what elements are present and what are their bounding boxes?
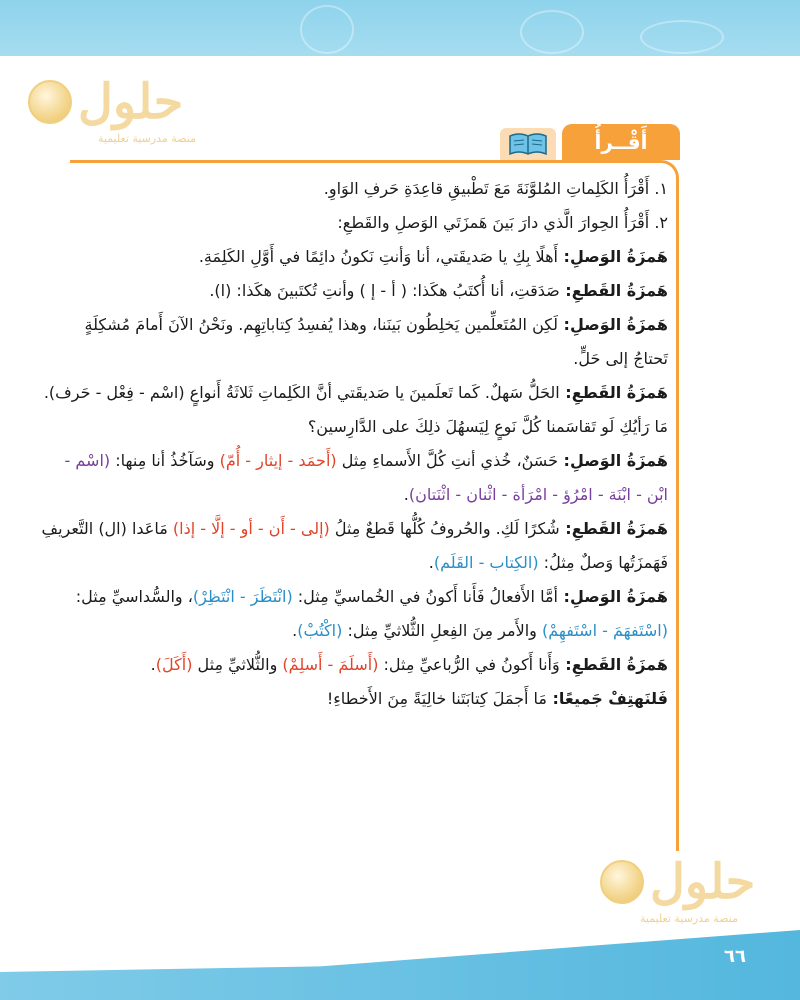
text-segment: .	[428, 553, 434, 572]
text-segment: والأَمر مِنَ الفِعلِ الثُّلاثيِّ مِثل:	[342, 621, 542, 640]
text-segment: لَكِن المُتَعلِّمين يَخلِطُون بَينَنا، وهذا يُفسِدُ كِتاباتِهِم. ونَحْنُ الآنَ أَمامَ مُشكِلَةٍ	[84, 315, 558, 334]
speaker-label: هَمزَةُ الوَصلِ:	[557, 451, 668, 470]
text-segment: مَا رَأيُكِ لَو تَقاسَمنا كُلَّ نَوعٍ لِيَسهُلَ ذلِكَ على الدَّارِسين؟	[307, 417, 668, 436]
text-line	[92, 614, 668, 648]
text-segment: الحَلُّ سَهلٌ. كَما تَعلَمينَ يا صَديقَتي أنَّ الكَلِماتِ ثَلاثَةُ أَنواعٍ (اسْم - فِعْل - حَرف).	[43, 383, 560, 402]
speaker-label: فَلنَهتِفْ جَميعًا:	[546, 689, 668, 708]
text-segment: وَأَنا أَكونُ في الرُّباعيِّ مِثل:	[378, 655, 560, 674]
text-line	[92, 410, 668, 444]
text-segment: فَهَمزَتُها وَصلٌ مِثلُ:	[538, 553, 668, 572]
text-segment: ، والسُّداسيِّ مِثل:	[75, 587, 193, 606]
text-line	[92, 648, 668, 682]
highlighted-word: ابْن - ابْنَة - امْرُؤ - امْرَأة - اثْنان - اثْنَتان)	[408, 485, 668, 504]
text-segment: ١. أَقْرَأُ الكَلِماتِ المُلوَّنَةَ مَعَ تَطْبيقِ قاعِدَةِ حَرفِ الوَاوِ.	[323, 179, 668, 198]
highlighted-word: (اكْتُبْ)	[297, 621, 343, 640]
text-line	[92, 274, 668, 308]
watermark-brand: حلول	[78, 74, 184, 130]
highlighted-word: (أَحمَد - إيثار - أُمّ)	[219, 451, 337, 470]
speaker-label: هَمزَةُ القَطعِ:	[559, 383, 668, 402]
text-line	[92, 206, 668, 240]
speaker-label: هَمزَةُ الوَصلِ:	[557, 315, 668, 334]
highlighted-word: (أَكَلَ)	[155, 655, 193, 674]
text-segment: .	[150, 655, 156, 674]
highlighted-word: (الكِتاب - القَلَم)	[433, 553, 539, 572]
text-segment: تَحتاجُ إلى حَلٍّ.	[573, 349, 668, 368]
text-segment: والثُّلاثيِّ مِثل	[192, 655, 283, 674]
highlighted-word: (انْتَظَرَ - انْتَظِرْ)	[192, 587, 293, 606]
watermark-coin-icon	[600, 860, 644, 904]
band-doodle	[640, 20, 724, 54]
highlighted-word: (إلى - أَن - أو - إلَّا - إذا)	[172, 519, 330, 538]
page-number: ٦٦	[724, 946, 746, 967]
text-line	[92, 240, 668, 274]
speaker-label: هَمزَةُ القَطعِ:	[559, 519, 668, 538]
text-segment: صَدَقتِ، أنا أُكتَبُ هكَذا: ( أ - إ ) وأنتِ تُكتَبينَ هكَذا: (ا).	[209, 281, 560, 300]
section-header	[470, 124, 680, 160]
watermark-top	[28, 74, 196, 145]
section-title: أَقْــرأُ	[562, 124, 680, 160]
book-icon	[500, 128, 556, 160]
text-line	[92, 682, 668, 716]
text-segment: حَسَنٌ، خُذي أنتِ كُلَّ الأَسماءِ مِثل	[336, 451, 558, 470]
watermark-coin-icon	[28, 80, 72, 124]
text-line	[43, 376, 668, 410]
text-segment: أَهلًا بِكِ يا صَديقَتي، أنا وَأنتِ نَكونُ دائِمًا في أَوَّلِ الكَلِمَةِ.	[198, 247, 558, 266]
speaker-label: هَمزَةُ الوَصلِ:	[557, 247, 668, 266]
watermark-bottom	[600, 854, 756, 925]
text-segment: ٢. أَقْرَأُ الحِوارَ الَّذي دارَ بَينَ هَمزَتَي الوَصلِ والقَطعِ:	[337, 213, 668, 232]
highlighted-word: (اسْم -	[64, 451, 111, 470]
speaker-label: هَمزَةُ الوَصلِ:	[557, 587, 668, 606]
text-line	[75, 580, 668, 614]
text-line	[84, 308, 668, 342]
text-segment: مَا أَجمَلَ كِتابَتَنا خالِيَةً مِنَ الأَخطاءِ!	[326, 689, 547, 708]
watermark-tagline: منصة مدرسية تعليمية	[98, 132, 196, 145]
highlighted-word: (اسْتَفهَمَ - اسْتَفهِمْ)	[541, 621, 668, 640]
text-segment: مَاعَدا (ال) التَّعريفِ	[41, 519, 173, 538]
highlighted-word: (أَسلَمَ - أَسلِمْ)	[282, 655, 379, 674]
band-doodle	[300, 5, 354, 54]
text-segment: شُكرًا لَكِ. والحُروفُ كُلُّها قَطعٌ مِثلُ	[329, 519, 560, 538]
text-segment: أمَّا الأَفعالُ فَأَنا أَكونُ في الخُماسيِّ مِثل:	[292, 587, 558, 606]
speaker-label: هَمزَةُ القَطعِ:	[559, 655, 668, 674]
text-line	[41, 512, 668, 546]
band-doodle	[520, 10, 584, 54]
text-line	[92, 172, 668, 206]
text-line	[92, 478, 668, 512]
text-line	[92, 342, 668, 376]
watermark-tagline: منصة مدرسية تعليمية	[640, 912, 738, 925]
text-segment: .	[292, 621, 298, 640]
text-line	[64, 444, 668, 478]
text-line	[92, 546, 668, 580]
speaker-label: هَمزَةُ القَطعِ:	[559, 281, 668, 300]
text-segment: وسَآخُذُ أنا مِنها:	[110, 451, 220, 470]
watermark-brand: حلول	[650, 854, 756, 910]
text-segment: .	[403, 485, 409, 504]
dialogue-text	[41, 172, 668, 716]
